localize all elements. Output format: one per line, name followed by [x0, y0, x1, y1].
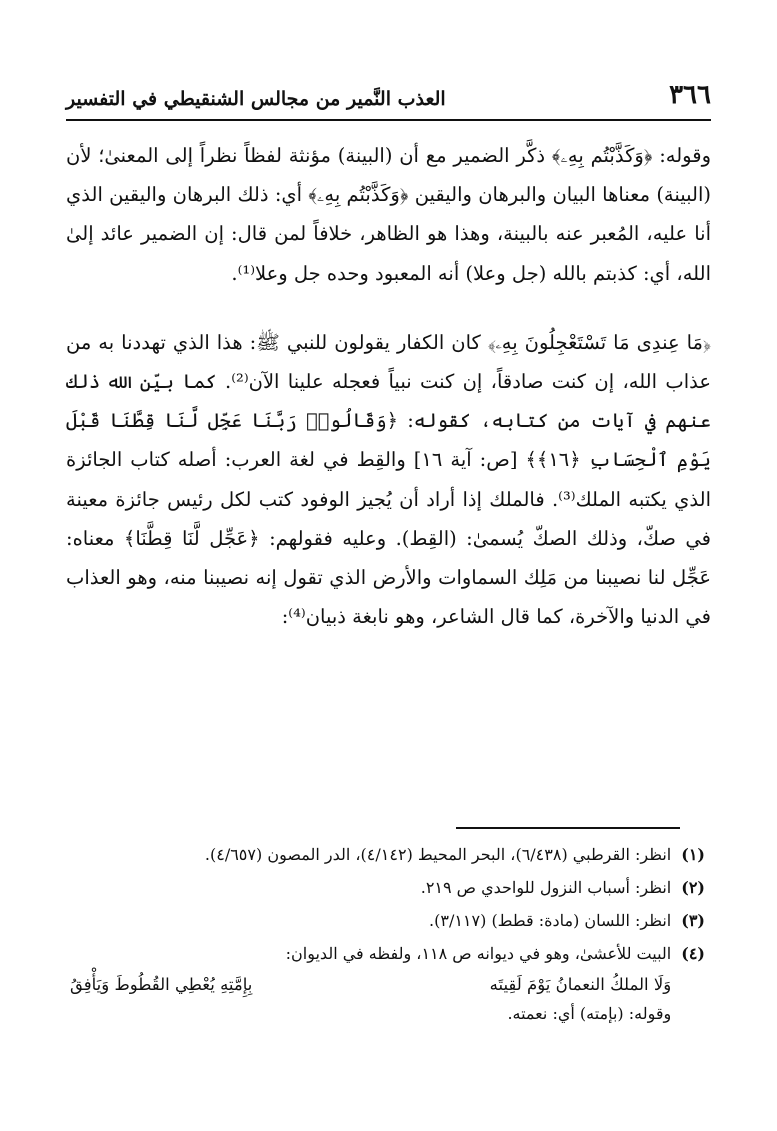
footnote-text: البيت للأعشىٰ، وهو في ديوانه ص ١١٨، ولفظه في الديوان: — [285, 944, 672, 963]
paragraph-1: وقوله: ﴿وَكَذَّبْتُم بِهِۦ﴾ ذكَّر الضمير مع أن (البينة) مؤنثة لفظاً نظراً إلى المعنىٰ؛ لأن (البينة) معناها البيان والبرهان واليقين ﴿وَكَذَّبْتُم بِهِۦ﴾ أي: ذلك البرهان واليقين الذي أنا عليه، المُعبر عنه بالبينة، وهذا هو الظاهر، خلافاً لمن قال: إن الضمير عائد إلىٰ الله، أي: كذبتم بالله (جل وعلا) أنه المعبود وحده جل وعلا⁽¹⁾. — [66, 144, 711, 285]
running-title: العذب النَّمير من مجالس الشنقيطي في التفسير — [66, 88, 446, 110]
footnote-text: انظر: اللسان (مادة: قطط) (٣/١١٧). — [429, 911, 672, 930]
footnote-body — [66, 939, 671, 1028]
footnote-item — [66, 906, 705, 935]
footnote-rule — [456, 827, 680, 829]
verse-right-hemistich: وَلَا الملكُ النعمانُ يَوْمَ لَقِيتَه — [489, 975, 672, 994]
page-header — [66, 78, 711, 110]
main-text — [66, 136, 711, 636]
page-number: ٣٦٦ — [669, 80, 711, 110]
footnote-number: (٣) — [681, 911, 705, 930]
header-rule — [66, 119, 711, 121]
footnote-item — [66, 873, 705, 902]
paragraph-2: ﴿مَا عِندِى مَا تَسْتَعْجِلُونَ بِهِۦ﴾ كان الكفار يقولون للنبي ﷺ: هذا الذي تهددنا به من عذاب الله، إن كنت صادقاً، إن كنت نبياً فعجله علينا الآن⁽²⁾. كما بيّن الله ذلك عنهم في آيات من كتابه، كقوله: ﴿وَقَالُوا۟ رَبَّنَا عَجِّل لَّنَا قِطَّنَا قَبْلَ يَوْمِ ٱلْحِسَابِ ﴿١٦﴾﴾ [ص: آية ١٦] والقِط في لغة العرب: أصله كتاب الجائزة الذي يكتبه الملك⁽³⁾. فالملك إذا أراد أن يُجيز الوفود كتب لكل رئيس جائزة معينة في صكّ، وذلك الصكّ يُسمىٰ: (القِط). وعليه فقولهم: ﴿عَجِّل لَّنَا قِطَّنَا﴾ معناه: عَجِّل لنا نصيبنا من مَلِك السماوات والأرض الذي تقول إنه نصيبنا منه، وهو العذاب في الدنيا والآخرة، كما قال الشاعر، وهو نابغة ذبيان⁽⁴⁾: — [66, 330, 711, 629]
paragraph-gap — [66, 293, 711, 323]
footnote-number: (١) — [681, 845, 705, 864]
poetry-verse — [66, 970, 671, 999]
footnote-text: انظر: أسباب النزول للواحدي ص ٢١٩. — [420, 878, 672, 897]
footnote-number: (٤) — [681, 944, 705, 963]
verse-left-hemistich: بِإِمَّتِهِ يُعْطِي القُطُوطَ وَيَأْفِقُ — [70, 975, 253, 994]
footnote-item — [66, 840, 705, 869]
footnote-number: (٢) — [681, 878, 705, 897]
footnote-note: وقوله: (بإمته) أي: نعمته. — [507, 1004, 672, 1023]
footnote-text: انظر: القرطبي (٦/٤٣٨)، البحر المحيط (٤/١٤٢)، الدر المصون (٤/٦٥٧). — [204, 845, 672, 864]
footnotes — [66, 840, 705, 1032]
footnote-item — [66, 939, 705, 1028]
